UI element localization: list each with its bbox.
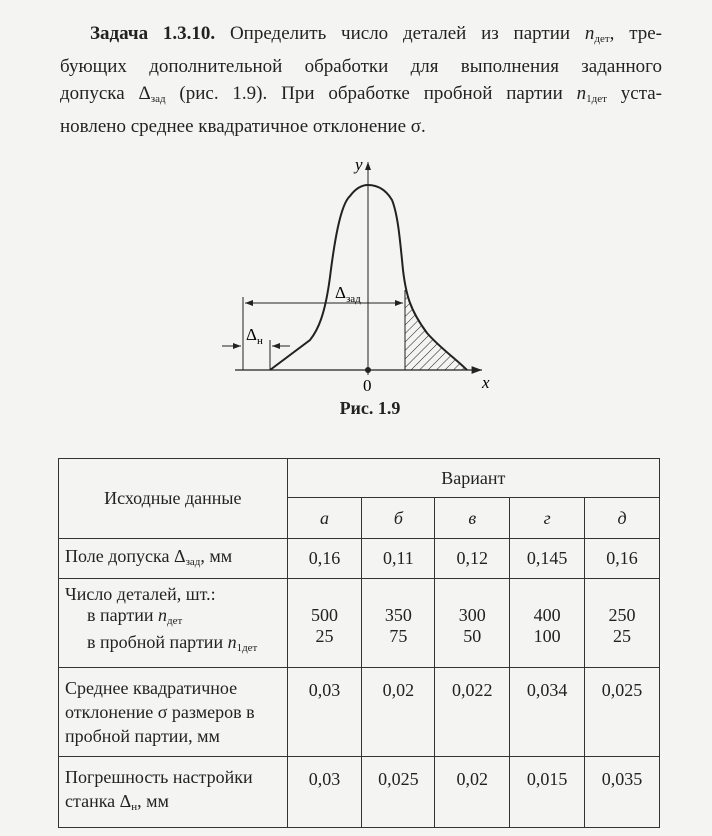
variant-v: в [435,498,510,539]
cell: 0,025 [585,668,660,757]
cell: 0,145 [510,539,585,579]
origin-label: 0 [363,376,372,395]
text: бующих дополнительной обработки для выполнения заданного [60,56,662,77]
sub: зад [185,555,201,568]
row-label: , мм [200,545,233,566]
cell: 300 [458,605,486,625]
text: , тре- [609,23,662,44]
sub: дет [167,615,183,627]
var-n: n [584,23,595,44]
cell: 0,022 [435,668,510,757]
cell: 0,02 [362,668,435,757]
cell: 0,16 [287,539,362,579]
table-row [59,579,660,668]
cell: 0,11 [362,539,435,579]
figure-caption: Рис. 1.9 [339,398,401,418]
cell: 50 [463,626,482,646]
row-label: , мм [137,791,169,811]
header-source: Исходные данные [59,459,288,539]
cell: 75 [389,626,408,646]
variant-b: б [362,498,435,539]
cell: 350 [384,605,412,625]
cell: 250 [608,605,636,625]
text: уста- [606,83,662,104]
variant-a: а [287,498,362,539]
var-n: n [158,605,168,625]
sub: н [131,801,138,813]
data-table [58,458,660,828]
text: новлено среднее квадратичное отклонение σ. [60,116,426,137]
variant-g: г [510,498,585,539]
sub: зад [150,93,166,105]
cell: 0,03 [287,668,362,757]
row-label: Число деталей, шт.: [65,584,216,604]
text: Определить число деталей из партии [229,23,571,44]
y-axis-label: y [355,155,363,174]
sub: 1дет [586,93,607,105]
cell: 0,03 [287,757,362,828]
cell: 100 [533,626,561,646]
row-label: Погрешность настройки станка Δ [65,767,253,811]
row-sublabel: в партии [87,605,159,625]
variant-d: д [585,498,660,539]
origin-point [365,367,371,373]
cell: 0,02 [435,757,510,828]
cell: 0,015 [510,757,585,828]
header-variant: Вариант [287,459,659,498]
var-n1: n [227,632,237,652]
text: допуска Δ [60,83,151,104]
cell: 0,034 [510,668,585,757]
table-row [59,539,660,579]
cell: 0,16 [585,539,660,579]
text: (рис. 1.9). При обработке пробной партии [165,83,563,104]
sub: 1дет [236,642,258,654]
row-label: Поле допуска Δ [65,545,186,566]
cell: 0,025 [362,757,435,828]
sub: дет [594,33,610,45]
cell: 0,12 [435,539,510,579]
delta-n-label: $\Delta_н$ [246,325,263,347]
cell: 25 [613,626,632,646]
cell: 400 [533,605,561,625]
cell: 0,035 [585,757,660,828]
delta-zad-label: $\Delta_{зад}$ [335,283,361,305]
x-axis-label: x [482,373,490,392]
cell: 500 [311,605,339,625]
table-row [59,668,660,757]
table-row [59,757,660,828]
row-sublabel: в пробной партии [87,632,228,652]
problem-title: Задача 1.3.10. [90,23,216,44]
var-n1: n [576,83,587,104]
cell: 25 [315,626,334,646]
row-label: Среднее квадратичное отклонение σ размеров в пробной партии, мм [59,668,288,757]
